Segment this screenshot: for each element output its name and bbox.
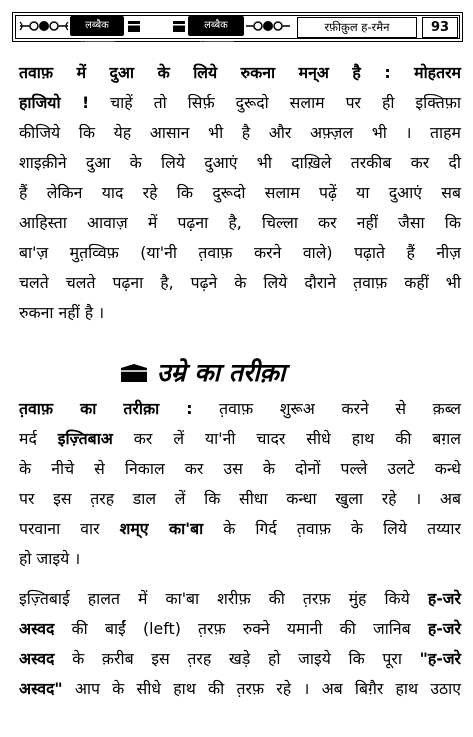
- bold-phrase: अस्वद: [19, 619, 55, 638]
- text-span: चाहें तो सिर्फ़ दुरूदो सलाम पर ही इक्तिफ़ा: [89, 93, 461, 112]
- text-line: हो जाइये ।: [19, 549, 81, 568]
- text-line: चलते चलते पढ़ना है, पढ़ने के लिये दौराने त़वाफ़ कहीं भी: [19, 273, 461, 292]
- text-span: इज़्तिबाई हालत में का'बा शरीफ़ की त़रफ़ मुंह किये: [19, 589, 428, 608]
- kaaba-icon: [172, 19, 186, 33]
- text-span: मर्द: [19, 429, 58, 448]
- ornament-right-icon: [244, 18, 292, 34]
- kaaba-icon: [127, 19, 141, 33]
- text-span: परवाना वार: [19, 519, 120, 538]
- text-line: पर इस त़रह डाल लें कि सीधा कन्धा खुला रहे । अब: [19, 489, 461, 508]
- running-title: रफ़ीक़ुल ह-रमैन: [297, 17, 417, 38]
- text-span: के गिर्द त़वाफ़ के लिये तय्यार: [203, 519, 461, 538]
- text-line: आहिस्ता आवाज़ में पढ़ना है, चिल्ला कर नहीं जैसा कि: [19, 213, 461, 232]
- text-line: [19, 394, 461, 424]
- text-line: हैं लेकिन याद रहे कि दुरूदो सलाम पढ़ें या दुआएं सब: [19, 183, 461, 202]
- calligraphy-logo-left: लब्बैक अल्लाहुम्म: [70, 16, 124, 36]
- text-line: [19, 58, 461, 88]
- paragraph-tawaf-dua: [19, 58, 461, 328]
- text-line: रुकना नहीं है ।: [19, 303, 105, 322]
- page-number: 93: [422, 17, 458, 38]
- text-span: त़वाफ़ शुरूअ करने से क़ब्ल: [192, 399, 461, 418]
- heading-text: उम्रे का तरीक़ा: [157, 358, 286, 387]
- page-header: [12, 12, 463, 51]
- text-span: आप के सीधे हाथ की त़रफ़ रहे । अब बिग़ैर हाथ उठाए: [62, 679, 461, 698]
- text-line: [19, 514, 461, 544]
- text-line: कीजिये कि येह आसान भी है और अफ़्ज़ल भी । ताहम: [19, 123, 461, 142]
- text-line: [19, 674, 461, 704]
- text-span: की बाईं (left) त़रफ़ रुक्ने यमानी की जानिब: [54, 619, 428, 638]
- text-span: के क़रीब इस त़रह खड़े हो जाइये कि पूरा: [54, 649, 420, 668]
- bold-phrase: "ह-जरे: [419, 649, 461, 668]
- paragraph-tawaf-method: [19, 394, 461, 574]
- bold-phrase: इज़्तिबाअ: [57, 429, 113, 448]
- text-span: कर लें या'नी चादर सीधे हाथ की बग़ल: [112, 429, 461, 448]
- bold-phrase: तवाफ़ में दुआ के लिये रुकना मन्अ है : मोहतरम: [19, 63, 461, 82]
- text-line: बा'ज़ मुत़व्विफ़ (या'नी त़वाफ़ करने वाले) पढ़ाते हैं नीज़: [19, 243, 461, 262]
- bold-phrase: ह-जरे: [427, 619, 461, 638]
- ornament-left-icon: [18, 18, 70, 34]
- text-line: [19, 644, 461, 674]
- kaaba-icon: [119, 362, 149, 384]
- bold-phrase: अस्वद": [19, 679, 63, 698]
- bold-phrase: अस्वद: [19, 649, 55, 668]
- text-line: के नीचे से निकाल कर उस के दोनों पल्ले उलटे कन्धे: [19, 459, 461, 478]
- text-line: शाइक़ीने दुआ के लिये दुआएं भी दाख़िले तरकीब कर दी: [19, 153, 461, 172]
- text-line: [19, 424, 461, 454]
- bold-phrase: त़वाफ़ का तरीक़ा :: [19, 399, 193, 418]
- paragraph-hajar-aswad: [19, 584, 461, 704]
- bold-phrase: शम्ए का'बा: [119, 519, 204, 538]
- text-line: [19, 584, 461, 614]
- text-line: [19, 88, 461, 118]
- text-line: [19, 614, 461, 644]
- bold-phrase: ह-जरे: [427, 589, 461, 608]
- calligraphy-logo-right: लब्बैक अल्लाहुम्म: [188, 16, 244, 36]
- section-heading: [119, 355, 285, 391]
- bold-phrase: हाजियो !: [19, 93, 90, 112]
